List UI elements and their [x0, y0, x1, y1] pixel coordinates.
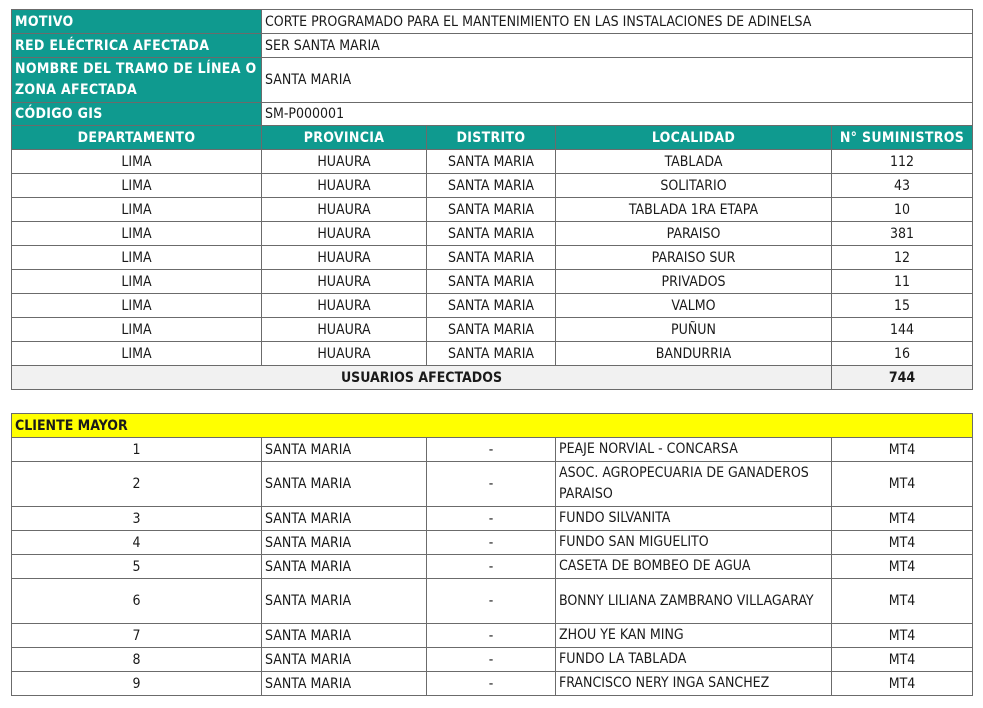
client-row: [12, 579, 973, 624]
cell-suministros: 12: [832, 246, 973, 270]
total-label: USUARIOS AFECTADOS: [12, 366, 832, 390]
client-cell-index: 8: [12, 648, 262, 672]
client-cell-distrito: SANTA MARIA: [262, 438, 427, 462]
cell-suministros: 381: [832, 222, 973, 246]
tramo-row: [12, 58, 973, 103]
red-label: RED ELÉCTRICA AFECTADA: [12, 34, 262, 58]
cell-departamento: LIMA: [12, 198, 262, 222]
client-cell-tension: MT4: [832, 462, 973, 507]
total-value: 744: [832, 366, 973, 390]
table-row: [12, 342, 973, 366]
cell-departamento: LIMA: [12, 318, 262, 342]
motivo-label: MOTIVO: [12, 10, 262, 34]
cell-distrito: SANTA MARIA: [427, 150, 556, 174]
client-cell-cliente: CASETA DE BOMBEO DE AGUA: [556, 555, 832, 579]
cell-provincia: HUAURA: [262, 342, 427, 366]
cell-departamento: LIMA: [12, 150, 262, 174]
col-localidad: LOCALIDAD: [556, 126, 832, 150]
client-cell-dash: -: [427, 672, 556, 696]
col-departamento: DEPARTAMENTO: [12, 126, 262, 150]
table-row: [12, 174, 973, 198]
cell-provincia: HUAURA: [262, 246, 427, 270]
cell-distrito: SANTA MARIA: [427, 246, 556, 270]
tramo-label: NOMBRE DEL TRAMO DE LÍNEA O ZONA AFECTADA: [12, 58, 262, 103]
client-cell-distrito: SANTA MARIA: [262, 555, 427, 579]
client-cell-cliente: FRANCISCO NERY INGA SANCHEZ: [556, 672, 832, 696]
client-cell-tension: MT4: [832, 672, 973, 696]
table-row: [12, 294, 973, 318]
table-row: [12, 246, 973, 270]
cell-localidad: BANDURRIA: [556, 342, 832, 366]
cell-localidad: PARAISO: [556, 222, 832, 246]
client-row: [12, 648, 973, 672]
client-cell-index: 5: [12, 555, 262, 579]
client-cell-cliente: FUNDO SILVANITA: [556, 507, 832, 531]
client-cell-tension: MT4: [832, 507, 973, 531]
cell-provincia: HUAURA: [262, 150, 427, 174]
localidades-rows: [12, 150, 973, 366]
cell-distrito: SANTA MARIA: [427, 318, 556, 342]
client-cell-tension: MT4: [832, 624, 973, 648]
table-row: [12, 318, 973, 342]
client-cell-cliente: PEAJE NORVIAL - CONCARSA: [556, 438, 832, 462]
cell-localidad: PARAISO SUR: [556, 246, 832, 270]
client-cell-dash: -: [427, 555, 556, 579]
outage-table: [11, 9, 973, 390]
client-cell-index: 1: [12, 438, 262, 462]
client-cell-dash: -: [427, 648, 556, 672]
col-provincia: PROVINCIA: [262, 126, 427, 150]
cell-distrito: SANTA MARIA: [427, 342, 556, 366]
cell-suministros: 144: [832, 318, 973, 342]
col-distrito: DISTRITO: [427, 126, 556, 150]
cell-departamento: LIMA: [12, 342, 262, 366]
client-cell-distrito: SANTA MARIA: [262, 507, 427, 531]
client-cell-tension: MT4: [832, 531, 973, 555]
gis-value: SM-P000001: [262, 103, 973, 126]
cliente-mayor-table: [11, 413, 973, 696]
cell-localidad: PUÑUN: [556, 318, 832, 342]
table-row: [12, 150, 973, 174]
cell-localidad: TABLADA 1RA ETAPA: [556, 198, 832, 222]
client-cell-tension: MT4: [832, 579, 973, 624]
client-cell-tension: MT4: [832, 555, 973, 579]
client-cell-tension: MT4: [832, 648, 973, 672]
cell-provincia: HUAURA: [262, 270, 427, 294]
cell-distrito: SANTA MARIA: [427, 294, 556, 318]
client-cell-distrito: SANTA MARIA: [262, 579, 427, 624]
client-cell-distrito: SANTA MARIA: [262, 624, 427, 648]
client-cell-cliente: FUNDO LA TABLADA: [556, 648, 832, 672]
client-cell-index: 9: [12, 672, 262, 696]
client-cell-index: 4: [12, 531, 262, 555]
client-cell-index: 6: [12, 579, 262, 624]
cell-distrito: SANTA MARIA: [427, 198, 556, 222]
client-cell-cliente: BONNY LILIANA ZAMBRANO VILLAGARAY: [556, 579, 832, 624]
table-row: [12, 270, 973, 294]
client-cell-dash: -: [427, 438, 556, 462]
client-row: [12, 672, 973, 696]
cell-localidad: PRIVADOS: [556, 270, 832, 294]
gis-label: CÓDIGO GIS: [12, 103, 262, 126]
client-cell-tension: MT4: [832, 438, 973, 462]
cell-distrito: SANTA MARIA: [427, 174, 556, 198]
client-cell-dash: -: [427, 507, 556, 531]
column-header-row: [12, 126, 973, 150]
client-row: [12, 555, 973, 579]
client-cell-dash: -: [427, 531, 556, 555]
gis-row: [12, 103, 973, 126]
cell-localidad: SOLITARIO: [556, 174, 832, 198]
cell-suministros: 10: [832, 198, 973, 222]
client-row: [12, 438, 973, 462]
motivo-row: [12, 10, 973, 34]
cliente-mayor-rows: [12, 438, 973, 696]
cell-suministros: 43: [832, 174, 973, 198]
client-cell-distrito: SANTA MARIA: [262, 531, 427, 555]
red-value: SER SANTA MARIA: [262, 34, 973, 58]
client-cell-index: 2: [12, 462, 262, 507]
cell-suministros: 11: [832, 270, 973, 294]
client-cell-index: 3: [12, 507, 262, 531]
motivo-value: CORTE PROGRAMADO PARA EL MANTENIMIENTO EN LAS INSTALACIONES DE ADINELSA: [262, 10, 973, 34]
client-cell-distrito: SANTA MARIA: [262, 672, 427, 696]
client-cell-cliente: ZHOU YE KAN MING: [556, 624, 832, 648]
cell-provincia: HUAURA: [262, 198, 427, 222]
tramo-value: SANTA MARIA: [262, 58, 973, 103]
cell-departamento: LIMA: [12, 270, 262, 294]
cell-provincia: HUAURA: [262, 174, 427, 198]
cell-suministros: 112: [832, 150, 973, 174]
table-row: [12, 198, 973, 222]
cell-departamento: LIMA: [12, 222, 262, 246]
client-cell-dash: -: [427, 624, 556, 648]
client-row: [12, 507, 973, 531]
cell-localidad: VALMO: [556, 294, 832, 318]
cell-suministros: 15: [832, 294, 973, 318]
col-suministros: N° SUMINISTROS: [832, 126, 973, 150]
cell-provincia: HUAURA: [262, 318, 427, 342]
client-cell-dash: -: [427, 579, 556, 624]
client-cell-index: 7: [12, 624, 262, 648]
client-row: [12, 624, 973, 648]
cell-localidad: TABLADA: [556, 150, 832, 174]
cell-distrito: SANTA MARIA: [427, 270, 556, 294]
cell-departamento: LIMA: [12, 174, 262, 198]
cell-distrito: SANTA MARIA: [427, 222, 556, 246]
client-cell-distrito: SANTA MARIA: [262, 648, 427, 672]
client-row: [12, 462, 973, 507]
client-cell-dash: -: [427, 462, 556, 507]
cell-departamento: LIMA: [12, 246, 262, 270]
cell-provincia: HUAURA: [262, 294, 427, 318]
cell-departamento: LIMA: [12, 294, 262, 318]
cell-provincia: HUAURA: [262, 222, 427, 246]
cell-suministros: 16: [832, 342, 973, 366]
cliente-mayor-title-row: [12, 414, 973, 438]
cliente-mayor-title: CLIENTE MAYOR: [12, 414, 973, 438]
table-row: [12, 222, 973, 246]
client-row: [12, 531, 973, 555]
client-cell-cliente: ASOC. AGROPECUARIA DE GANADEROS PARAISO: [556, 462, 832, 507]
red-row: [12, 34, 973, 58]
client-cell-cliente: FUNDO SAN MIGUELITO: [556, 531, 832, 555]
client-cell-distrito: SANTA MARIA: [262, 462, 427, 507]
total-row: [12, 366, 973, 390]
